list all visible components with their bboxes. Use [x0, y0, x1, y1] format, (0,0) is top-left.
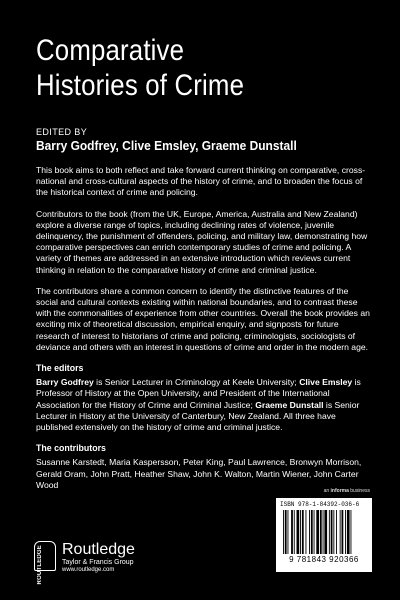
barcode-bar — [316, 510, 319, 554]
publisher-group: Taylor & Francis Group — [62, 559, 134, 566]
barcode-bar — [347, 510, 350, 554]
editor-name-1: Barry Godfrey — [36, 377, 94, 388]
editor-name-2: Clive Emsley — [299, 377, 353, 388]
barcode-bar — [324, 510, 327, 554]
editors-bio — [36, 377, 371, 433]
routledge-logo — [34, 541, 135, 585]
routledge-logo-icon — [34, 541, 56, 585]
publisher-info — [62, 541, 135, 573]
barcode-bar — [309, 510, 310, 554]
barcode-bar — [314, 510, 315, 554]
informa-suffix: business — [348, 488, 370, 494]
contributors-list: Susanne Karstedt, Maria Kaspersson, Peter King, Paul Lawrence, Bronwyn Morrison, Gerald Oram, John Pratt, Heather Shaw, John K. Walton, Martin Wiener, John Carter Wood — [36, 457, 362, 490]
barcode-bar — [323, 510, 324, 554]
title-line-1: Comparative — [36, 34, 185, 67]
barcode-bar — [288, 510, 289, 554]
barcode-bar — [297, 510, 300, 554]
editor-bio-1: is Senior Lecturer in Criminology at Keele University; — [93, 377, 300, 388]
barcode-bar — [331, 510, 333, 554]
barcode-bar — [283, 510, 284, 554]
barcode-bar — [302, 510, 304, 554]
editors-names: Barry Godfrey, Clive Emsley, Graeme Dunstall — [36, 138, 297, 153]
publisher-name: Routledge — [62, 541, 135, 558]
barcode-bar — [306, 510, 307, 554]
barcode-number: 9 781843 920366 — [289, 555, 359, 564]
edited-by-label: EDITED BY — [36, 127, 88, 137]
barcode-bar — [336, 510, 337, 554]
barcode-box — [276, 498, 372, 572]
editors-heading: The editors — [36, 363, 84, 374]
barcode-bar — [320, 510, 322, 554]
informa-word: informa — [330, 488, 349, 494]
barcode-bar — [300, 510, 301, 554]
title-line-2: Histories of Crime — [36, 69, 245, 102]
informa-business-tag — [324, 488, 370, 494]
barcode-bar — [345, 510, 346, 554]
informa-prefix: an — [323, 488, 331, 494]
description-paragraph-1: This book aims to both reflect and take forward current thinking on comparative, cross-national and cross-cultural aspects of the history of crime, and to broaden the focus of the historical context of crime and policing. — [36, 165, 366, 198]
logo-mark-text: ROUTLEDGE — [37, 545, 43, 585]
barcode-bar — [340, 510, 341, 554]
publisher-url: www.routledge.com — [62, 567, 115, 573]
description-paragraph-3: The contributors share a common concern to identify the distinctive features of the social and cultural contexts existing within national boundaries, and to contrast these with the commonalities of experience from other countries. Overall the book provides an exciting mix of theoretical discussion, empirical enquiry, and signposts for future research of interest to historians of crime and policing, criminologists, sociologists of deviance and others with an interest in questions of crime and order in the modern age. — [36, 285, 370, 352]
isbn-text: ISBN 978-1-84392-036-6 — [280, 501, 360, 508]
barcode-bar — [329, 510, 330, 554]
description-paragraph-2: Contributors to the book (from the UK, Europe, America, Australia and New Zealand) explore a diverse range of topics, including declining rates of violence, juvenile delinquency, the punishment of offenders, policing, and military law, demonstrating how comparative perspectives can enrich contemporary studies of crime and policing. A variety of themes are addressed in an extensive introduction which reviews current thinking in relation to the comparative history of crime and criminal justice. — [36, 208, 368, 275]
barcode-bar — [342, 510, 344, 554]
book-title — [36, 33, 363, 103]
barcode-bar — [333, 510, 334, 554]
isbn-barcode-block — [276, 498, 372, 572]
barcode-bar — [291, 510, 293, 554]
barcode-bars — [281, 510, 367, 554]
barcode-bar — [294, 510, 295, 554]
barcode-bar — [285, 510, 287, 554]
back-cover-text — [36, 165, 371, 501]
barcode-bar — [351, 510, 352, 554]
editor-bio-3: is Senior Lecturer in History at the University of Canterbury, New Zealand. All three have published extensively on the history of crime and criminal justice. — [36, 399, 360, 433]
barcode-bar — [311, 510, 313, 554]
contributors-heading: The contributors — [36, 443, 106, 454]
editor-name-3: Graeme Dunstall — [255, 399, 324, 410]
editor-bio-2: is Professor of History at the Open University, and President of the International Association for the History of Crime and Criminal Justice; — [36, 377, 361, 410]
